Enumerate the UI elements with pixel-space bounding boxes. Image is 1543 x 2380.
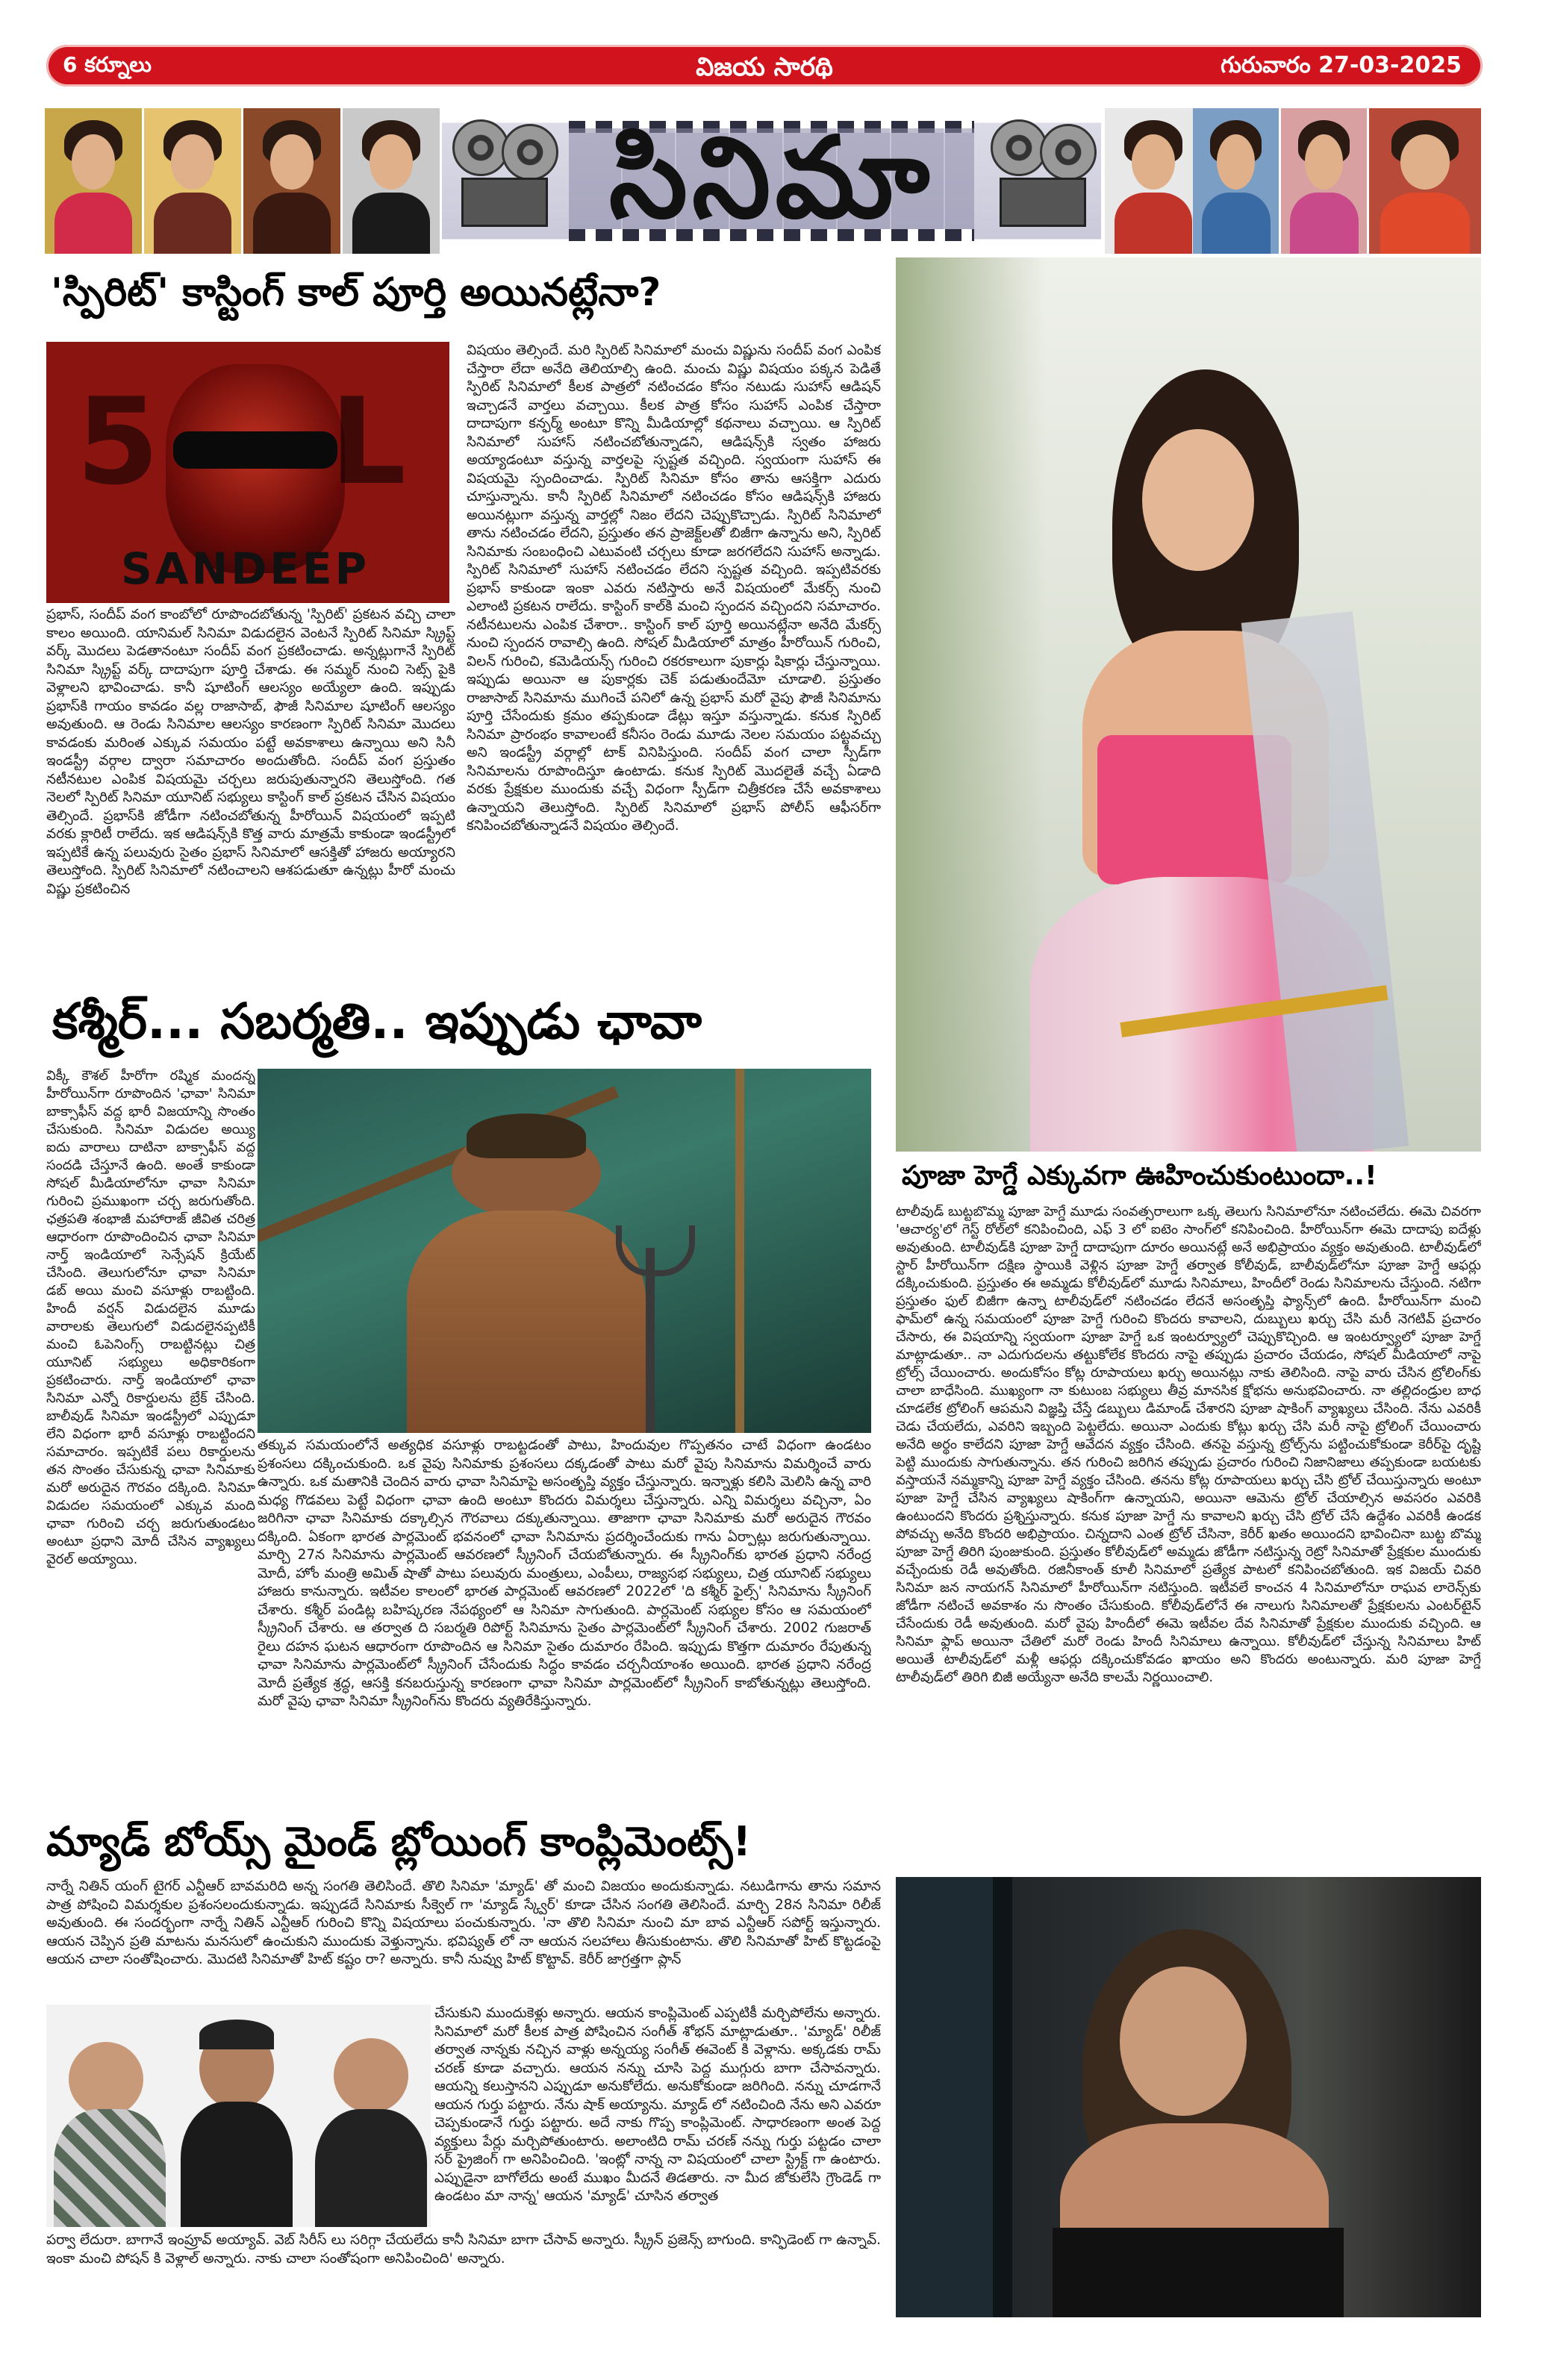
article-mad-boys-outro: పర్వా లేదురా. బాగానే ఇంప్రూవ్ అయ్యావ్. వెబ్ సిరీస్ లు సరిగ్గా చేయలేదు కానీ సినిమా బాగా చేసావ్ అన్నారు. స్క్రీన్ ప్రజెన్స్ బాగుంది. కాన్ఫిడెంట్ గా ఉన్నావ్. ఇంకా మంచి పోషన్ కి వెళ్లాల్ అన్నారు. నాకు చాలా సంతోషంగా అనిపించింది' అన్నారు. [46, 2232, 881, 2267]
spirit-poster-text: SANDEEP [121, 543, 370, 594]
article-pooja-headline: పూజా హెగ్డే ఎక్కువగా ఊహించుకుంటుందా..! [902, 1161, 1377, 1191]
article-mad-boys-column-2: చేసుకుని ముందుకెళ్లు అన్నారు. ఆయన కాంప్లిమెంట్ ఎప్పటికీ మర్చిపోలేను అన్నారు. సినిమాలో మరో కీలక పాత్ర పోషించిన సంగీత్ శోభన్ మాట్లాడుతూ.. 'మ్యాడ్' రిలీజ్ తర్వాత నాన్నకు నచ్చిన వాళ్లు అన్నయ్య సంగీత్ ఈవెంట్ కి వెళ్లాను. అక్కడకు రామ్ చరణ్ కూడా వచ్చారు. ఆయన నన్ను చూసి పెద్ద ముగ్గురు బాగా చేసావన్నారు. ఆయన్ని కలుస్తానని ఎప్పుడూ అనుకోలేదు. అనుకోకుండా జరిగింది. నన్ను చూడగానే ఆయన గుర్తు పట్టారు. నేను షాక్ అయ్యాను. మ్యాడ్ లో నటించింది నేను అని ఎవరూ చెప్పకుండానే గుర్తు పట్టారు. అదే నాకు గొప్ప కాంప్లిమెంట్. సాధారణంగా అంత పెద్ద వ్యక్తులు పేర్లు మర్చిపోతుంటారు. అలాంటిది రామ్ చరణ్ నన్ను గుర్తు పట్టడం చాలా సర్ ప్రైజింగ్ గా అనిపించింది. 'ఇంట్లో నాన్న నా విషయంలో చాలా స్ట్రిక్ట్ గా ఉంటారు. ఎప్పుడైనా బాగోలేదు అంటే ముఖం మీదనే తిడతారు. నా మీద జోకులేసి గ్రౌండెడ్ గా ఉండటం మా నాన్న' ఆయన 'మ్యాడ్' చూసిన తర్వాత [434, 2005, 881, 2204]
chhaava-movie-still-image [258, 1069, 871, 1433]
cinema-banner [442, 104, 1101, 257]
newspaper-name: విజయ సారథి [696, 52, 833, 82]
cinema-section-title: సినిమా [608, 113, 935, 243]
actress-photo-5 [1105, 108, 1202, 254]
date-label: గురువారం 27-03-2025 [1221, 52, 1462, 78]
pooja-hegde-black-dress-photo [896, 1877, 1481, 2317]
header-bar [46, 45, 1483, 87]
mad-boys-group-photo [46, 2005, 431, 2227]
actress-photo-1 [45, 108, 142, 254]
article-mad-boys-headline: మ్యాడ్ బోయ్స్ మైండ్ బ్లోయింగ్ కాంప్లిమెంట్స్! [46, 1818, 752, 1865]
actress-photo-7 [1281, 108, 1367, 254]
article-chhaava-headline: కశ్మీర్... సబర్మతి.. ఇప్పుడు ఛావా [52, 993, 702, 1050]
pooja-hegde-saree-photo [896, 257, 1481, 1152]
article-mad-boys-intro: నార్నే నితిన్ యంగ్ టైగర్ ఎన్టీఆర్ బావమరిది అన్న సంగతి తెలిసిందే. తొలి సినిమా 'మ్యాడ్' తో మంచి విజయం అందుకున్నాడు. నటుడిగాను తాను సమాన పాత్ర పోషించి విమర్శకుల ప్రశంసలందుకున్నాడు. ఇప్పుడదే సినిమాకు సీక్వెల్ గా 'మ్యాడ్ స్క్వేర్' కూడా చేసిన సంగతి తెలిసిందే. మార్చి 28న సినిమా రిలీజ్ అవుతుంది. ఈ సందర్భంగా నార్నే నితిన్ ఎన్టీఆర్ గురించి కొన్ని విషయాలు పంచుకున్నారు. 'నా తొలి సినిమా నుంచి మా బావ ఎన్టీఆర్ సపోర్ట్ ఇస్తున్నారు. ఆయన చెప్పిన ప్రతి మాటను మనసులో ఉంచుకుని ముందుకు వెళ్తున్నాను. భవిష్యత్ లో నా ఆయన సలహాలు తీసుకుంటాను. తొలి సినిమాతో హిట్ కొట్టడంపై ఆయన చాలా సంతోషించారు. మొదటి సినిమాతో హిట్ కష్టం రా? అన్నారు. కానీ నువ్వు హిట్ కొట్టావ్. కెరీర్ జాగ్రత్తగా ప్లాన్ [46, 1878, 881, 1967]
article-spirit-headline: 'స్పిరిట్' కాస్టింగ్ కాల్ పూర్తి అయినట్లేనా? [51, 270, 661, 315]
page-number-label: 6 కర్నూలు [63, 52, 152, 77]
actor-photo-8 [1369, 108, 1481, 254]
actor-photo-6 [1193, 108, 1279, 254]
actor-photo-2 [144, 108, 241, 254]
spirit-poster-image: 5 L SANDEEP [46, 342, 449, 603]
article-chhaava-column-2: తక్కువ సమయంలోనే అత్యధిక వసూళ్లు రాబట్టడంతో పాటు, హిందువుల గొప్పతనం చాటే విధంగా ఉండటం ప్రశంసలు దక్కించుకుంది. ఒక వైపు సినిమాకు ప్రశంసలు దక్కడంతో పాటు మరో వైపు సినిమాను విమర్శించే వారు ఉన్నారు. ఒక మతానికి చెందిన వారు ఛావా సినిమాపై అసంతృప్తి వ్యక్తం చేస్తున్నారు. ఇన్నాళ్లు కలిసి మెలిసి ఉన్న వారి మధ్య గొడవలు పెట్టే విధంగా ఛావా ఉంది అంటూ కొందరు విమర్శలు చేస్తున్నారు. ఎన్ని విమర్శలు వచ్చినా, ఏం జరిగినా ఛావా సినిమాకు దక్కాల్సిన గౌరవాలు దక్కుతున్నాయి. తాజాగా ఛావా సినిమాకు మరో అరుదైన గౌరవం దక్కింది. ఏకంగా భారత పార్లమెంట్ భవనంలో ఛావా సినిమాను ప్రదర్శించేందుకు గాను ఏర్పాట్లు జరుగుతున్నాయి. మార్చి 27న సినిమాను పార్లమెంట్ ఆవరణలో స్క్రీనింగ్ చేయబోతున్నారు. ఈ స్క్రీనింగ్‌కు భారత ప్రధాని నరేంద్ర మోదీ, హోం మంత్రి అమిత్ షాతో పాటు పలువురు మంత్రులు, ఎంపీలు, రాజ్యసభ సభ్యులు, చిత్ర యూనిట్ సభ్యులు హాజరు కానున్నారు. ఇటీవల కాలంలో భారత పార్లమెంట్ ఆవరణలో 2022లో 'ది కశ్మీర్ ఫైల్స్' సినిమాను స్క్రీనింగ్ చేశారు. కశ్మీర్ పండిట్ల బహిష్కరణ నేపథ్యంలో ఆ సినిమా సాగుతుంది. పార్లమెంట్ సభ్యుల కోసం ఆ సమయంలో స్క్రీనింగ్ చేశారు. ఆ తర్వాత ది సబర్మతి రిపోర్ట్ సినిమాను సైతం పార్లమెంట్‌లో స్క్రీనింగ్ చేశారు. 2002 గుజరాత్ రైలు దహన ఘటన ఆధారంగా రూపొందిన ఆ సినిమా సైతం దుమారం రేపింది. ఇప్పుడు కొత్తగా దుమారం రేపుతున్న ఛావా సినిమాను పార్లమెంట్‌లో స్క్రీనింగ్ చేసేందుకు సిద్ధం కావడం చర్చనీయాంశం అయింది. భారత ప్రధాని నరేంద్ర మోదీ ప్రత్యేక శ్రద్ధ, ఆసక్తి కనబరుస్తున్న కారణంగా ఛావా సినిమా పార్లమెంట్‌లో స్క్రీనింగ్ కాబోతున్నట్లు తెలుస్తోంది. మరో వైపు ఛావా సినిమా స్క్రీనింగ్‌ను కొందరు వ్యతిరేకిస్తున్నారు. [258, 1437, 871, 1709]
actress-photo-3 [243, 108, 340, 254]
article-spirit-column-2: విషయం తెల్సిందే. మరి స్పిరిట్ సినిమాలో మంచు విష్ణును సందీప్ వంగ ఎంపిక చేస్తారా లేదా అనేది తెలియాల్సి ఉంది. మంచు విష్ణు విషయం పక్కన పెడితే స్పిరిట్ సినిమాలో కీలక పాత్రలో నటించడం కోసం నటుడు సుహాస్ ఆడిషన్ ఇచ్చాడనే వార్తలు వచ్చాయి. కీలక పాత్ర కోసం సుహాస్ ఎంపిక చేస్తారా దాదాపుగా కన్ఫర్మ్ అంటూ కొన్ని మీడియాల్లో కథనాలు వచ్చాయి. ఆ స్పిరిట్ సినిమాలో సుహాస్ నటించబోతున్నాడని, ఆడిషన్స్‌కి స్వతం హాజరు అయ్యాడంటూ వస్తున్న వార్తలపై స్పష్టత వచ్చింది. స్వయంగా సుహాస్ ఈ విషయమై స్పందించాడు. స్పిరిట్ సినిమా కోసం తాను ఆసక్తిగా ఎదురు చూస్తున్నాను. కానీ స్పిరిట్ సినిమాలో నటించడం కోసం ఆడిషన్స్‌కి హాజరు అయినట్లుగా వస్తున్న వార్తల్లో నిజం లేదని చెప్పుకొచ్చాడు. స్పిరిట్ సినిమాలో తాను నటించడం లేదని, ప్రస్తుతం తన ప్రాజెక్ట్‌లతో బిజీగా ఉన్నాను అని, స్పిరిట్ సినిమాకు సంబంధించి ఎటువంటి చర్చలు కూడా జరగలేదని సుహాస్ అన్నాడు. స్పిరిట్ సినిమాలో సుహాస్ నటించడం లేదని స్పష్టత వచ్చింది. ఇప్పటివరకు ప్రభాస్ కాకుండా ఇంకా ఎవరు నటిస్తారు అనే విషయంలో మేకర్స్ నుంచి ఎలాంటి ప్రకటన రాలేదు. కాస్టింగ్ కాల్‌కి మంచి స్పందన వచ్చిందని సమాచారం. నటీనటులను ఎంపిక చేశారా.. కాస్టింగ్ కాల్ పూర్తి అయినట్లేనా అనేది మేకర్స్ నుంచి స్పందన రావాల్సి ఉంది. సోషల్ మీడియాలో మాత్రం హీరోయిన్ గురించి, విలన్ గురించి, కమెడియన్స్ గురించి రకరకాలుగా పుకార్లు షికార్లు చేస్తున్నాయి. ఇప్పుడు అయినా ఆ పుకార్లకు చెక్ పడుతుందేమో చూడాలి. ప్రస్తుతం రాజాసాబ్ సినిమాను ముగించే పనిలో ఉన్న ప్రభాస్ మరో వైపు ఫౌజీ సినిమాను పూర్తి చేసేందుకు క్రమం తప్పకుండా డేట్లు ఇస్తూ వస్తున్నాడు. కనుక స్పిరిట్ సినిమా ప్రారంభం కావాలంటే కనీసం రెండు మూడు నెలల సమయం పట్టవచ్చు అని ఇండస్ట్రీ వర్గాల్లో టాక్ వినిపిస్తుంది. సందీప్ వంగ చాలా స్పీడ్‌గా సినిమాలను రూపొందిస్తూ ఉంటాడు. కనుక స్పిరిట్ మొదలైతే వచ్చే ఏడాది వరకు ప్రేక్షకుల ముందుకు వచ్చే విధంగా స్పీడ్‌గా చిత్రీకరణ చేసే అవకాశాలు ఉన్నాయని తెలుస్తోంది. స్పిరిట్ సినిమాలో ప్రభాస్ పోలీస్ ఆఫీసర్‌గా కనిపించబోతున్నాడనే విషయం తెల్సిందే. [467, 343, 881, 834]
actor-photo-4 [343, 108, 440, 254]
article-spirit-column-1: ప్రభాస్, సందీప్ వంగ కాంబోలో రూపొందబోతున్న 'స్పిరిట్' ప్రకటన వచ్చి చాలా కాలం అయింది. యానిమల్ సినిమా విడుదలైన వెంటనే స్పిరిట్ సినిమా స్క్రిప్ట్ వర్క్ మొదలు పెడతానంటూ సందీప్ వంగ ప్రకటించాడు. అన్నట్లుగానే స్పిరిట్ సినిమా స్క్రిప్ట్ వర్క్ దాదాపుగా పూర్తి చేశాడు. ఈ సమ్మర్ నుంచి సెట్స్ పైకి వెళ్లాలని భావించాడు. కానీ షూటింగ్ ఆలస్యం అయ్యేలా ఉంది. ఇప్పుడు ప్రభాస్‌కి గాయం కావడం వల్ల రాజాసాబ్, ఫౌజీ సినిమాల షూటింగ్ ఆలస్యం అవుతుంది. ఆ రెండు సినిమాల ఆలస్యం కారణంగా స్పిరిట్ సినిమా మొదలు కావడంకు మరింత ఎక్కువ సమయం పట్టే అవకాశాలు ఉన్నాయి అని సినీ ఇండస్ట్రీ వర్గాల ద్వారా సమాచారం అందుతోంది. సందీప్ వంగ ప్రస్తుతం నటీనటుల ఎంపిక విషయమై చర్చలు జరుపుతున్నారని తెలుస్తోంది. గత నెలలో స్పిరిట్ సినిమా యూనిట్ సభ్యులు కాస్టింగ్ కాల్ ప్రకటన చేసిన విషయం తెల్సిందే. ప్రభాస్‌కి జోడీగా నటించబోతున్న హీరోయిన్ విషయంలో ఇప్పటి వరకు క్లారిటీ రాలేదు. ఇక ఆడిషన్స్‌కి కొత్త వారు మాత్రమే కాకుండా ఇండస్ట్రీలో ఇప్పటికే ఉన్న పలువురు సైతం ప్రభాస్ సినిమాలో ఆసక్తితో హాజరు అయ్యారని తెలుస్తోంది. స్పిరిట్ సినిమాలో నటించాలని ఆశపడుతూ ఉన్నట్లు హీరో మంచు విష్ణు ప్రకటించిన [46, 607, 455, 897]
article-chhaava-column-1: విక్కీ కౌశల్ హీరోగా రష్మిక మందన్న హీరోయిన్‌గా రూపొందిన 'ఛావా' సినిమా బాక్సాఫీస్ వద్ద భారీ విజయాన్ని సొంతం చేసుకుంది. సినిమా విడుదల అయ్యి ఐదు వారాలు దాటినా బాక్సాఫీస్ వద్ద సందడి చేస్తూనే ఉంది. అంతే కాకుండా సోషల్ మీడియాలోనూ ఛావా సినిమా గురించి ప్రముఖంగా చర్చ జరుగుతోంది. ఛత్రపతి శంభాజీ మహారాజ్ జీవిత చరిత్ర ఆధారంగా రూపొందించిన ఛావా సినిమా నార్త్ ఇండియాలో సెన్సేషన్ క్రియేట్ చేసింది. తెలుగులోనూ ఛావా సినిమా డబ్ అయి మంచి వసూళ్లు రాబట్టింది. హిందీ వర్షన్ విడుదలైన మూడు వారాలకు తెలుగులో విడుదలైనప్పటికీ మంచి ఓపెనింగ్స్ రాబట్టినట్లు చిత్ర యూనిట్ సభ్యులు అధికారికంగా ప్రకటించారు. నార్త్ ఇండియాలో ఛావా సినిమా ఎన్నో రికార్డులను బ్రేక్ చేసింది. బాలీవుడ్ సినిమా ఇండస్ట్రీలో ఎప్పుడూ లేని విధంగా భారీ వసూళ్లు రాబట్టిందని సమాచారం. ఇప్పటికే పలు రికార్డులను తన సొంతం చేసుకున్న ఛావా సినిమాకు మరో అరుదైన గౌరవం దక్కింది. సినిమా విడుదల సమయంలో ఎక్కువ మంది ఛావా గురించి చర్చ జరుగుతుండటం అంటూ ప్రధాని మోదీ చేసిన వ్యాఖ్యలు వైరల్ అయ్యాయి. [46, 1068, 255, 1567]
article-pooja-body: టాలీవుడ్ బుట్టబొమ్మ పూజా హెగ్డే మూడు సంవత్సరాలుగా ఒక్క తెలుగు సినిమాలోనూ నటించలేదు. ఈమె చివరగా 'ఆచార్య'లో గెస్ట్ రోల్‌లో కనిపించింది, ఎఫ్ 3 లో ఐటెం సాంగ్‌లో కనిపించింది. హీరోయిన్‌గా ఈమె దాదాపు ఐదేళ్లు అవుతుంది. టాలీవుడ్‌కి పూజా హెగ్డే దాదాపుగా దూరం అయినట్లే అనే అభిప్రాయం వ్యక్తం అవుతుంది. టాలీవుడ్‌లో స్టార్ హీరోయిన్‌గా దక్షిణ స్థాయికి వెళ్లిన పూజా హెగ్డే తర్వాత కోలీవుడ్, బాలీవుడ్‌లోనూ పూజా హెగ్డే ఆఫర్లు దక్కించుకుంది. ప్రస్తుతం ఈ అమ్మడు కోలీవుడ్‌లో మూడు సినిమాలు, హిందీలో రెండు సినిమాలను చేస్తుంది. నటిగా ప్రస్తుతం ఫుల్ బిజీగా ఉన్నా టాలీవుడ్‌లో నటించడం లేదనే అసంతృప్తి ఫ్యాన్స్‌లో ఉంది. హీరోయిన్‌గా మంచి ఫామ్‌లో ఉన్న సమయంలో పూజా హెగ్డే గురించి కొందరు కావాలని, దుబ్బులు ఖర్చు చేసి మరీ నెగటివ్ ప్రచారం చేసారు, ఈ విషయాన్ని స్వయంగా పూజా హెగ్డే ఒక ఇంటర్వ్యూలో చెప్పుకొచ్చింది. ఆ ఇంటర్వ్యూలో పూజా హెగ్డే మాట్లాడుతూ.. నా ఎదుగుదలను తట్టుకోలేక కొందరు నాపై తప్పుడు ప్రచారం చేయడం, సోషల్ మీడియాలో నాపై ట్రోల్స్ చేయించారు. అందుకోసం కోట్ల రూపాయలు ఖర్చు అయినట్లు నాకు తెలిసింది. నాపై వారు చేసిన ట్రోలింగ్‌కు చాలా బాధేసింది. ముఖ్యంగా నా కుటుంబ సభ్యులు తీవ్ర మానసిక క్షోభను అనుభవించారు. నా తల్లిదండ్రుల బాధ చూడలేక ట్రోలింగ్ ఆపమని విజ్ఞప్తి చేస్తే డబ్బులు డిమాండ్ చేశారని పూజా షాకింగ్ వ్యాఖ్యలు చేసింది. నేను ఎవరికీ చెడు చేయలేదు, ఎవరిని ఇబ్బంది పెట్టలేదు. అయినా ఎందుకు కోట్లు ఖర్చు చేసి మరీ నాపై ట్రోలింగ్ చేయించారు అనేది అర్థం కాలేదని పూజా హెగ్డే ఆవేదన వ్యక్తం చేసింది. తనపై వస్తున్న ట్రోల్స్‌ను పట్టించుకోకుండా కెరీర్‌పై దృష్టి పెట్టి ముందుకు సాగుతున్నాను. తన గురించి జరిగిన తప్పుడు ప్రచారం గురించి నిజానిజాలు తప్పకుండా బయటకు వస్తాయనే నమ్మకాన్ని పూజా హెగ్డే వ్యక్తం చేసింది. తనను కోట్ల రూపాయలు ఖర్చు చేసి ట్రోల్ చేయిస్తున్నారు అంటూ పూజా హెగ్డే చేసిన వ్యాఖ్యలు షాకింగ్‌గా ఉన్నాయని, అయినా ఆమెను ట్రోల్ చేయాల్సిన అవసరం ఎవరికి ఉంటుందని కొందరు ప్రశ్నిస్తున్నారు. కనుక పూజా హెగ్డే ను కావాలని ఖర్చు చేసి ట్రోల్ చేసే ఉద్దేశం ఎవరికీ ఉండక పోవచ్చు అనేది కొందరి అభిప్రాయం. చిన్నదాని ఎంత ట్రోల్ చేసినా, కెరీర్ ఖతం అయిందని భావించినా బుట్ట బొమ్మ పూజా హెగ్డే తిరిగి పుంజుకుంది. ప్రస్తుతం కోలీవుడ్‌లో అమ్మడు జోడీగా నటిస్తున్న రెట్రో సినిమాతో ప్రేక్షకుల ముందుకు వచ్చేందుకు రెడీ అవుతోంది. రజినీకాంత్ కూలీ సినిమాలో ప్రత్యేక పాటలో కనిపించబోతుంది. ఇక విజయ్ చివరి సినిమా జన నాయగన్ సినిమాలో హీరోయిన్‌గా నటిస్తుంది. ఇటీవలే కాంచన 4 సినిమాలోనూ రాఘవ లారెన్స్‌కు జోడీగా నటించే అవకాశం ను సొంతం చేసుకుంది. కోలీవుడ్‌లోనే ఈ నాలుగు సినిమాలతో ప్రేక్షకులను ఎంటర్‌టైన్ చేసేందుకు రెడీ అవుతుంది. మరో వైపు హిందీలో ఈమె ఇటీవల దేవ సినిమాతో ప్రేక్షకుల ముందుకు వచ్చింది. ఆ సినిమా ఫ్లాప్ అయినా చేతిలో మరో రెండు హిందీ సినిమాలు ఉన్నాయి. కోలీవుడ్‌లో చేస్తున్న సినిమాలు హిట్ అయితే టాలీవుడ్‌లో మళ్లీ ఆఫర్లు దక్కించుకోవడం ఖాయం అని కొందరు అంటున్నారు. మరి పూజా హెగ్డే టాలీవుడ్‌లో తిరిగి బిజీ అయ్యేనా అనేది కాలమే నిర్ణయించాలి. [896, 1204, 1481, 1685]
